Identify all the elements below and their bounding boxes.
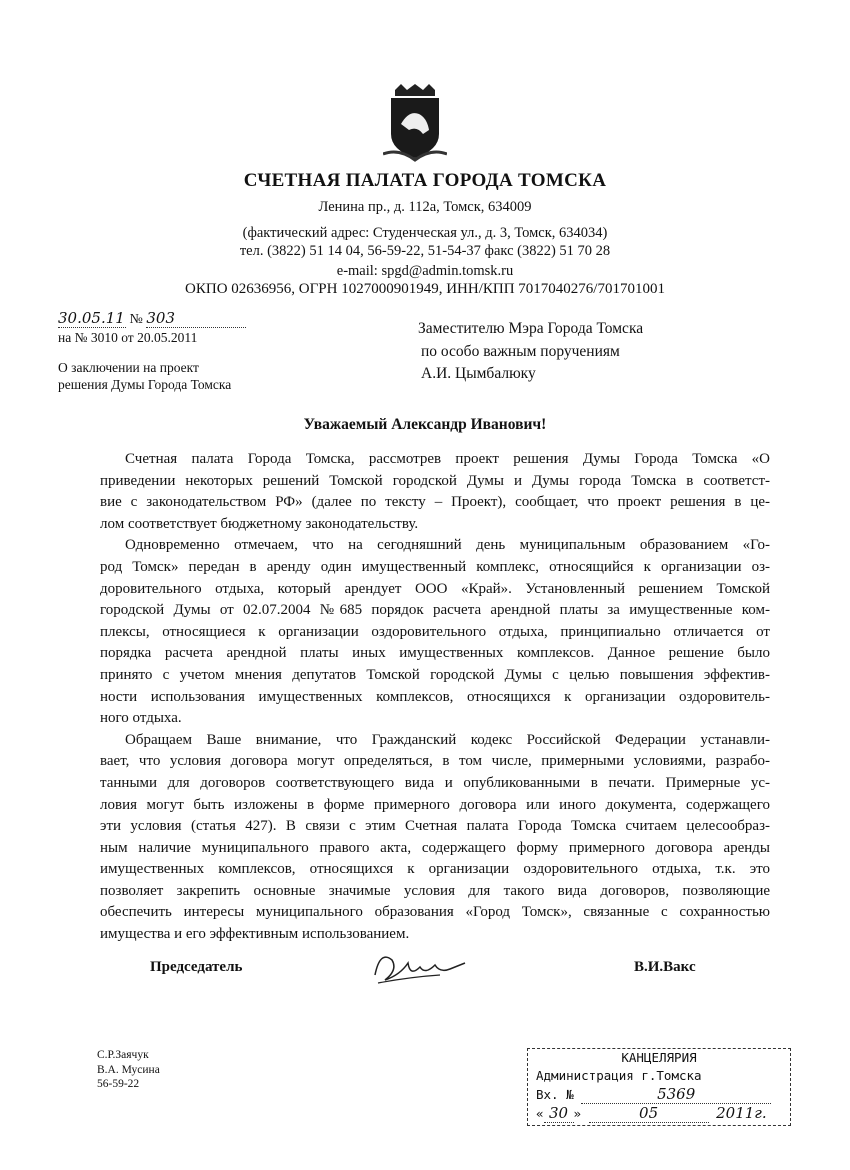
stamp-month: 05 bbox=[589, 1104, 709, 1123]
letter-body bbox=[100, 449, 770, 946]
paragraph-line: эти условия (статья 427). В связи с этим Счетная палата Города Томска считаем целесообраз- bbox=[100, 818, 770, 835]
subject-line-1: О заключении на проект bbox=[58, 360, 199, 375]
organization-name: СЧЕТНАЯ ПАЛАТА ГОРОДА ТОМСКА bbox=[243, 170, 607, 191]
paragraph bbox=[100, 730, 770, 946]
stamp-org: Администрация г.Томска bbox=[536, 1068, 702, 1083]
addressee-line-1: Заместителю Мэра Города Томска bbox=[418, 320, 644, 337]
registration-stamp bbox=[527, 1048, 791, 1126]
paragraph-line: ловия могут быть изложены в форме примерного договора или иного документа, содержащего bbox=[100, 796, 770, 813]
paragraph-line: вает, что условия договора могут определяться, в том числе, примерными условиями, разрабо- bbox=[100, 753, 770, 770]
stamp-title: КАНЦЕЛЯРИЯ bbox=[621, 1050, 697, 1065]
paragraph bbox=[100, 535, 770, 729]
addressee-line-3: А.И. Цымбалюку bbox=[421, 365, 536, 382]
paragraph-line: танными для договоров соответствующего вида и опубликованными в печати. Примерные ус- bbox=[100, 774, 770, 791]
stamp-in-label: Вх. № bbox=[536, 1087, 574, 1102]
paragraph-line: имущественных комплексов, относящихся к организации оздоровительного отдыха, т.к. это bbox=[100, 861, 770, 878]
paragraph-line: ным наличие муниципального правого акта, содержащего форму примерного договора аренды bbox=[100, 839, 770, 856]
executor-1: С.Р.Заячук bbox=[97, 1049, 149, 1061]
paragraph-line: ности использования имущественных комплексов, относящихся к организации оздоровитель- bbox=[100, 688, 770, 705]
subject-line-2: решения Думы Города Томска bbox=[58, 377, 232, 392]
in-reply-to: на № 3010 от 20.05.2011 bbox=[58, 330, 198, 345]
signatory-position: Председатель bbox=[150, 959, 243, 975]
paragraph-line: Обращаем Ваше внимание, что Гражданский кодекс Российской Федерации устанавли- bbox=[125, 731, 770, 748]
stamp-year: 2011г. bbox=[716, 1104, 767, 1122]
handwritten-signature bbox=[370, 945, 470, 995]
paragraph-line: обеспечить интересы муниципального образования «Город Томск», связанные с сохранностью bbox=[100, 904, 770, 921]
paragraph-line: вие с законодательством РФ» (далее по тексту – Проект), сообщает, что проект решения в це- bbox=[100, 494, 770, 511]
stamp-in-number: 5369 bbox=[581, 1085, 771, 1104]
addressee-line-2: по особо важным поручениям bbox=[421, 342, 620, 360]
paragraph-line: Одновременно отмечаем, что на сегодняшний день муниципальным образованием «Го- bbox=[125, 537, 770, 554]
executors bbox=[97, 1048, 160, 1092]
paragraph-line: имущества и его эффективным использованием. bbox=[100, 926, 410, 943]
addressee bbox=[418, 318, 643, 386]
email: e-mail: spgd@admin.tomsk.ru bbox=[336, 263, 514, 279]
phone-fax: тел. (3822) 51 14 04, 56-59-22, 51-54-37 факс (3822) 51 70 28 bbox=[239, 243, 611, 259]
stamp-date-row: « 30 » 05 2011г. bbox=[536, 1104, 767, 1122]
paragraph-line: городской Думы от 02.07.2004 №685 порядок расчета арендной платы за имущественные ком- bbox=[100, 602, 770, 619]
executor-phone: 56-59-22 bbox=[97, 1078, 140, 1090]
paragraph-line: доровительного отдыха, который арендует ООО «Край». Установленный решением Томской bbox=[100, 580, 770, 597]
paragraph bbox=[100, 449, 770, 535]
paragraph-line: позволяет закрепить основные значимые условия для такого вида договоров, позволяющие bbox=[100, 882, 770, 899]
actual-address: (фактический адрес: Студенческая ул., д. 3, Томск, 634034) bbox=[242, 225, 608, 241]
tomsk-coat-of-arms-emblem bbox=[383, 84, 447, 164]
paragraph-line: порядка расчета арендной платы иных имущественных комплексов. Данное решение было bbox=[100, 645, 770, 662]
paragraph-line: ного отдыха. bbox=[100, 710, 182, 727]
paragraph-line: лом соответствует бюджетному законодательству. bbox=[100, 515, 419, 532]
outgoing-number: 303 bbox=[146, 309, 246, 328]
outgoing-reference bbox=[58, 309, 246, 328]
number-label: № bbox=[129, 312, 143, 327]
signatory-name: В.И.Вакс bbox=[634, 959, 696, 975]
paragraph-line: род Томск» передан в аренду один имущественный комплекс, относящийся к организации оз- bbox=[100, 558, 770, 575]
paragraph-line: приведении некоторых решений Томской городской Думы и Думы города Томска в соответст- bbox=[100, 472, 770, 489]
paragraph-line: принято с учетом мнения депутатов Томской городской Думы с целью повышения эффектив- bbox=[100, 666, 770, 683]
salutation: Уважаемый Александр Иванович! bbox=[303, 416, 547, 433]
paragraph-line: плексы, относящиеся к организации оздоровительного отдыха, принципиально отличается от bbox=[100, 623, 770, 640]
legal-address: Ленина пр., д. 112а, Томск, 634009 bbox=[318, 199, 532, 215]
stamp-day: 30 bbox=[544, 1104, 574, 1123]
registration-codes: ОКПО 02636956, ОГРН 1027000901949, ИНН/КПП 7017040276/701701001 bbox=[185, 281, 665, 297]
stamp-in-number-row bbox=[528, 1085, 790, 1104]
paragraph-line: Счетная палата Города Томска, рассмотрев проект решения Думы Города Томска «О bbox=[125, 451, 770, 467]
executor-2: В.А. Мусина bbox=[97, 1063, 160, 1076]
outgoing-date: 30.05.11 bbox=[58, 309, 125, 327]
